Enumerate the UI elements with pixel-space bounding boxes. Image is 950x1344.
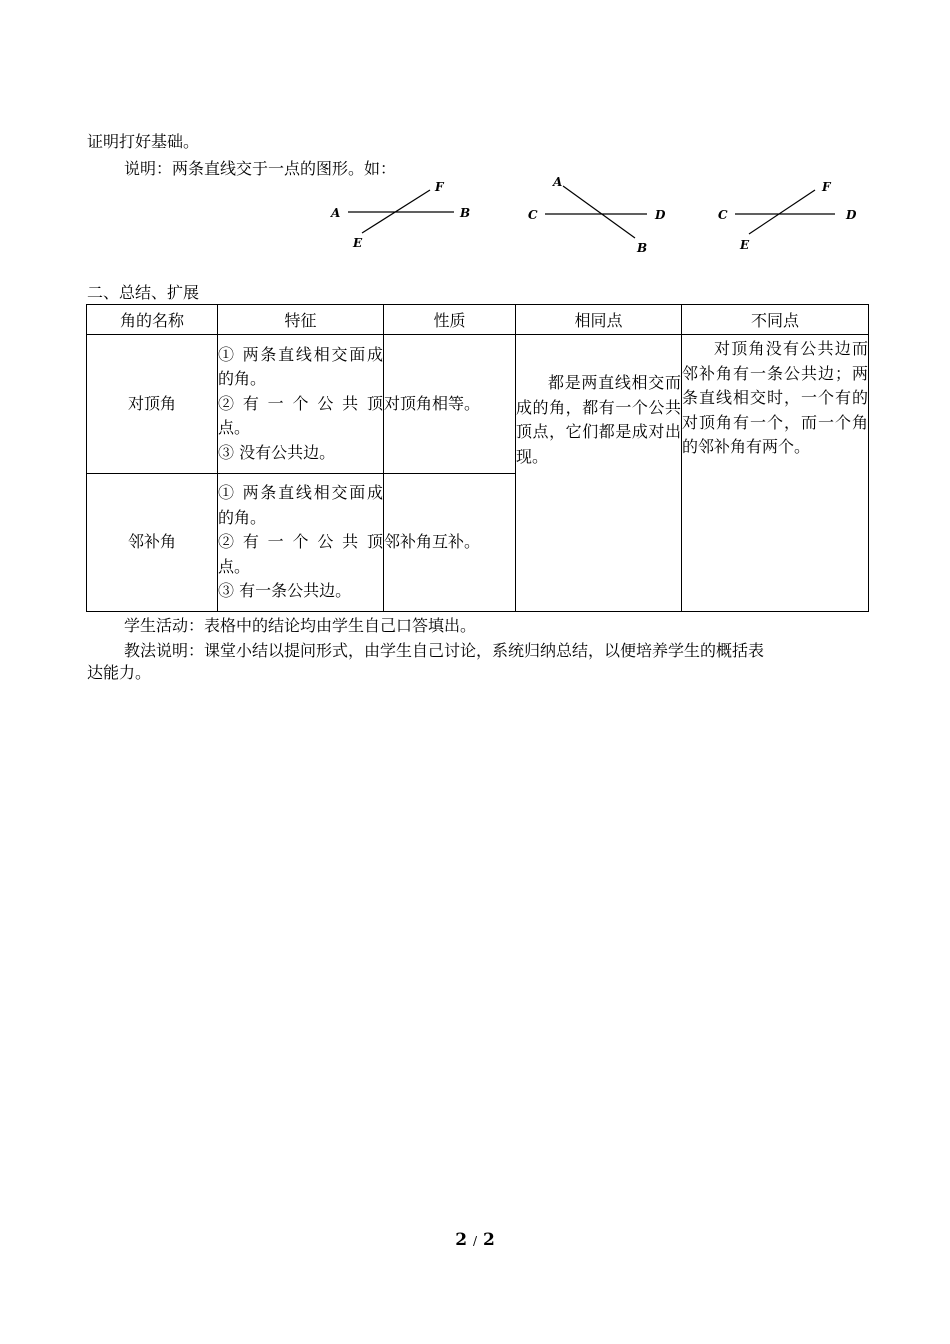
feature-item: ③ 没有公共边。 xyxy=(218,442,336,462)
figure-intersecting-lines-2 xyxy=(525,172,675,262)
features-cell xyxy=(218,474,384,612)
label-bottom: B xyxy=(637,241,648,255)
label-top: A xyxy=(553,175,563,189)
figure-intersecting-lines-3 xyxy=(715,172,865,258)
same-text: 都是两直线相交而成的角，都有一个公共顶点，它们都是成对出现。 xyxy=(516,373,681,466)
diff-cell xyxy=(682,335,869,612)
label-right: D xyxy=(846,208,857,222)
label-left: C xyxy=(528,208,538,222)
student-activity-note: 学生活动：表格中的结论均由学生自己口答填出。 xyxy=(124,616,477,635)
table-header-row xyxy=(87,305,869,335)
feature-item: ① 两条直线相交面成的角。 xyxy=(218,483,383,527)
label-bottom: E xyxy=(353,236,363,250)
label-left: C xyxy=(718,208,728,222)
label-top: F xyxy=(822,180,831,194)
diff-text: 对顶角没有公共边而邻补角有一条公共边；两条直线相交时，一个有的对顶角有一个，而一个角的邻补角有两个。 xyxy=(682,339,868,456)
section-heading: 二、总结、扩展 xyxy=(87,283,200,302)
page-total: 2 xyxy=(482,1230,495,1250)
feature-item: ② 有 一 个 公 共 顶点。 xyxy=(218,532,383,576)
property-cell: 邻补角互补。 xyxy=(384,474,516,612)
label-bottom: E xyxy=(740,238,750,252)
feature-item: ① 两条直线相交面成的角。 xyxy=(218,344,383,389)
header-angle-name: 角的名称 xyxy=(87,305,218,335)
teaching-method-line-2: 达能力。 xyxy=(87,663,152,682)
teaching-method-line-1: 教法说明：课堂小结以提问形式，由学生自己讨论，系统归纳总结，以便培养学生的概括表 xyxy=(124,641,765,660)
figure-intersecting-lines-1 xyxy=(328,172,478,258)
property-cell: 对顶角相等。 xyxy=(384,335,516,474)
angle-name-cell: 邻补角 xyxy=(87,474,218,612)
label-top: F xyxy=(435,180,444,194)
page-current: 2 xyxy=(455,1230,468,1250)
header-diff: 不同点 xyxy=(682,305,869,335)
paragraph-continuation: 证明打好基础。 xyxy=(87,132,200,151)
label-left: A xyxy=(331,206,341,220)
page-separator: / xyxy=(472,1234,478,1248)
label-right: B xyxy=(460,206,471,220)
header-same: 相同点 xyxy=(516,305,682,335)
teaching-method-note xyxy=(87,640,869,684)
header-features: 特征 xyxy=(218,305,384,335)
header-property: 性质 xyxy=(384,305,516,335)
summary-table xyxy=(86,304,869,612)
explanation-line: 说明：两条直线交于一点的图形。如： xyxy=(124,159,397,178)
feature-item: ② 有 一 个 公 共 顶点。 xyxy=(218,393,383,438)
label-right: D xyxy=(655,208,666,222)
same-cell xyxy=(516,335,682,612)
feature-item: ③ 有一条公共边。 xyxy=(218,581,352,601)
table-row xyxy=(87,335,869,474)
features-cell xyxy=(218,335,384,474)
angle-name-cell: 对顶角 xyxy=(87,335,218,474)
page-number xyxy=(0,1229,950,1252)
